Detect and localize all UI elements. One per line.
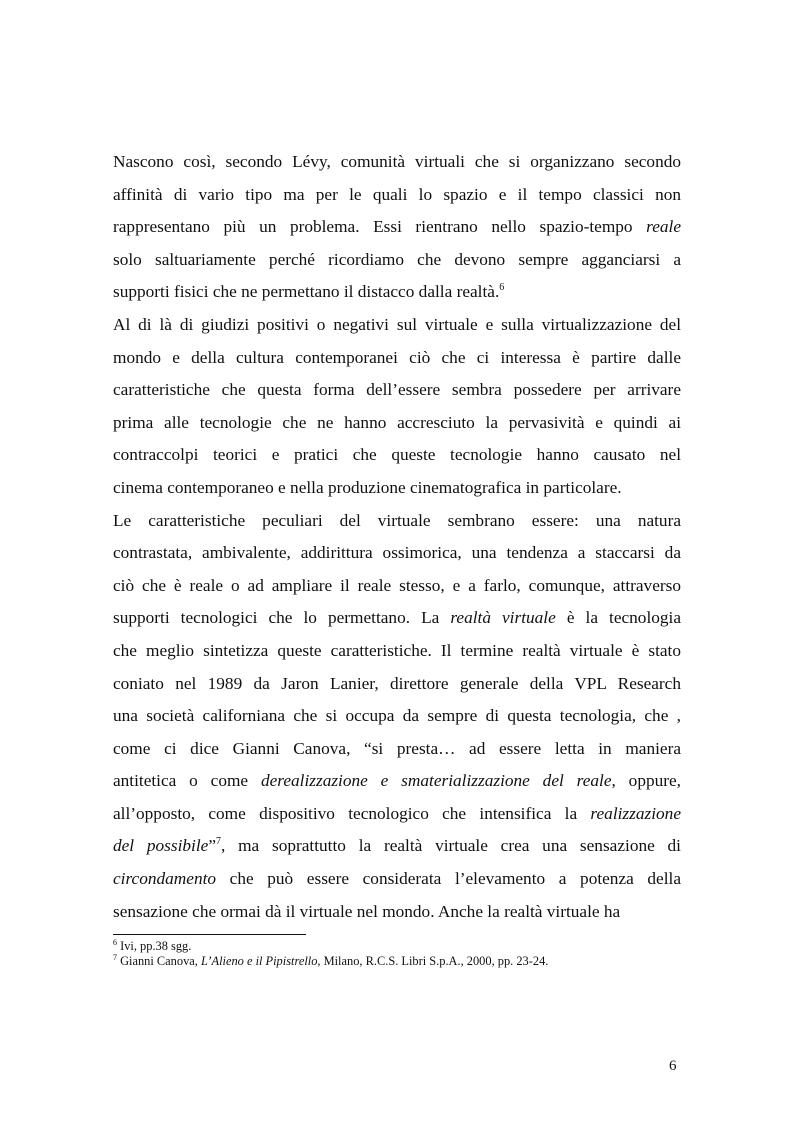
text-line — [113, 374, 681, 407]
text-line — [113, 602, 681, 635]
text-line — [113, 635, 681, 668]
text-run: mondo e della cultura contemporanei ciò che ci interessa è partire dalle — [113, 347, 681, 367]
italic-text: realtà virtuale — [450, 608, 556, 628]
text-line — [113, 668, 681, 701]
text-line — [113, 798, 681, 831]
text-line — [113, 276, 681, 309]
text-line — [113, 830, 681, 863]
footnote-ref: 7 — [113, 952, 117, 962]
footnote — [113, 939, 693, 954]
text-line — [113, 570, 681, 603]
text-run: Ivi, pp.38 sgg. — [117, 939, 192, 953]
text-run: cinema contemporaneo e nella produzione cinematografica in particolare. — [113, 477, 622, 497]
text-run: supporti tecnologici che lo permettano. La — [113, 608, 451, 628]
text-run: una società californiana che si occupa da sempre di questa tecnologia, che , — [113, 706, 681, 726]
italic-text: del possibile — [113, 836, 209, 856]
text-run: , Milano, R.C.S. Libri S.p.A., 2000, pp. 23-24. — [317, 954, 549, 968]
text-run: affinità di vario tipo ma per le quali lo spazio e il tempo classici non — [113, 184, 681, 204]
text-line — [113, 179, 681, 212]
italic-text: derealizzazione e smaterializzazione del reale — [260, 771, 612, 791]
text-run: che può essere considerata l’elevamento a potenza della — [216, 869, 681, 889]
text-run: prima alle tecnologie che ne hanno accresciuto la pervasività e quindi ai — [113, 412, 681, 432]
text-run: che meglio sintetizza queste caratteristiche. Il termine realtà virtuale è stato — [113, 640, 681, 660]
text-run: Al di là di giudizi positivi o negativi sul virtuale e sulla virtualizzazione del — [113, 314, 681, 334]
italic-text: realizzazione — [590, 803, 681, 823]
text-run: contraccolpi teorici e pratici che queste tecnologie hanno causato nel — [113, 445, 681, 465]
text-line — [113, 146, 681, 179]
footnote — [113, 954, 693, 969]
text-line — [113, 765, 681, 798]
text-line — [113, 700, 681, 733]
text-line — [113, 439, 681, 472]
footnote-ref: 6 — [113, 937, 117, 947]
footnote-ref: 6 — [499, 282, 505, 294]
text-run: antitetica o come — [113, 771, 261, 791]
text-run: Gianni Canova, — [117, 954, 201, 968]
text-run: Le caratteristiche peculiari del virtuale sembrano essere: una natura — [113, 510, 681, 530]
body-text — [113, 146, 681, 928]
text-line — [113, 505, 681, 538]
text-line — [113, 342, 681, 375]
text-line — [113, 733, 681, 766]
footnote-ref: 7 — [216, 836, 222, 848]
text-run: sensazione che ormai dà il virtuale nel mondo. Anche la realtà virtuale ha — [113, 901, 621, 921]
text-run: ” — [208, 836, 217, 856]
footnote-separator — [113, 934, 306, 935]
footnotes — [113, 939, 693, 969]
text-line — [113, 863, 681, 896]
text-line — [113, 407, 681, 440]
italic-text: circondamento — [113, 869, 217, 889]
text-line — [113, 244, 681, 277]
text-run: contrastata, ambivalente, addirittura ossimorica, una tendenza a staccarsi da — [113, 543, 681, 563]
text-run: caratteristiche che questa forma dell’essere sembra possedere per arrivare — [113, 380, 681, 400]
text-line — [113, 896, 681, 929]
page-number: 6 — [669, 1058, 677, 1074]
text-line — [113, 537, 681, 570]
text-run: supporti fisici che ne permettano il distacco dalla realtà. — [113, 282, 500, 302]
text-run: , ma soprattutto la realtà virtuale crea una sensazione di — [221, 836, 681, 856]
text-run: coniato nel 1989 da Jaron Lanier, direttore generale della VPL Research — [113, 673, 681, 693]
text-line — [113, 472, 681, 505]
text-run: come ci dice Gianni Canova, “si presta… ad essere letta in maniera — [113, 738, 681, 758]
text-run: Nascono così, secondo Lévy, comunità virtuali che si organizzano secondo — [113, 152, 681, 171]
text-line — [113, 211, 681, 244]
text-line — [113, 309, 681, 342]
text-run: ciò che è reale o ad ampliare il reale stesso, e a farlo, comunque, attraverso — [113, 575, 681, 595]
italic-text: L’Alieno e il Pipistrello — [200, 954, 318, 968]
text-run: è la tecnologia — [555, 608, 682, 628]
text-run: all’opposto, come dispositivo tecnologico che intensifica la — [113, 803, 591, 823]
text-run: solo saltuariamente perché ricordiamo che devono sempre agganciarsi a — [113, 249, 681, 269]
text-run: rappresentano più un problema. Essi rientrano nello spazio-tempo — [113, 217, 647, 237]
text-run: , oppure, — [611, 771, 681, 791]
italic-text: reale — [646, 217, 681, 237]
